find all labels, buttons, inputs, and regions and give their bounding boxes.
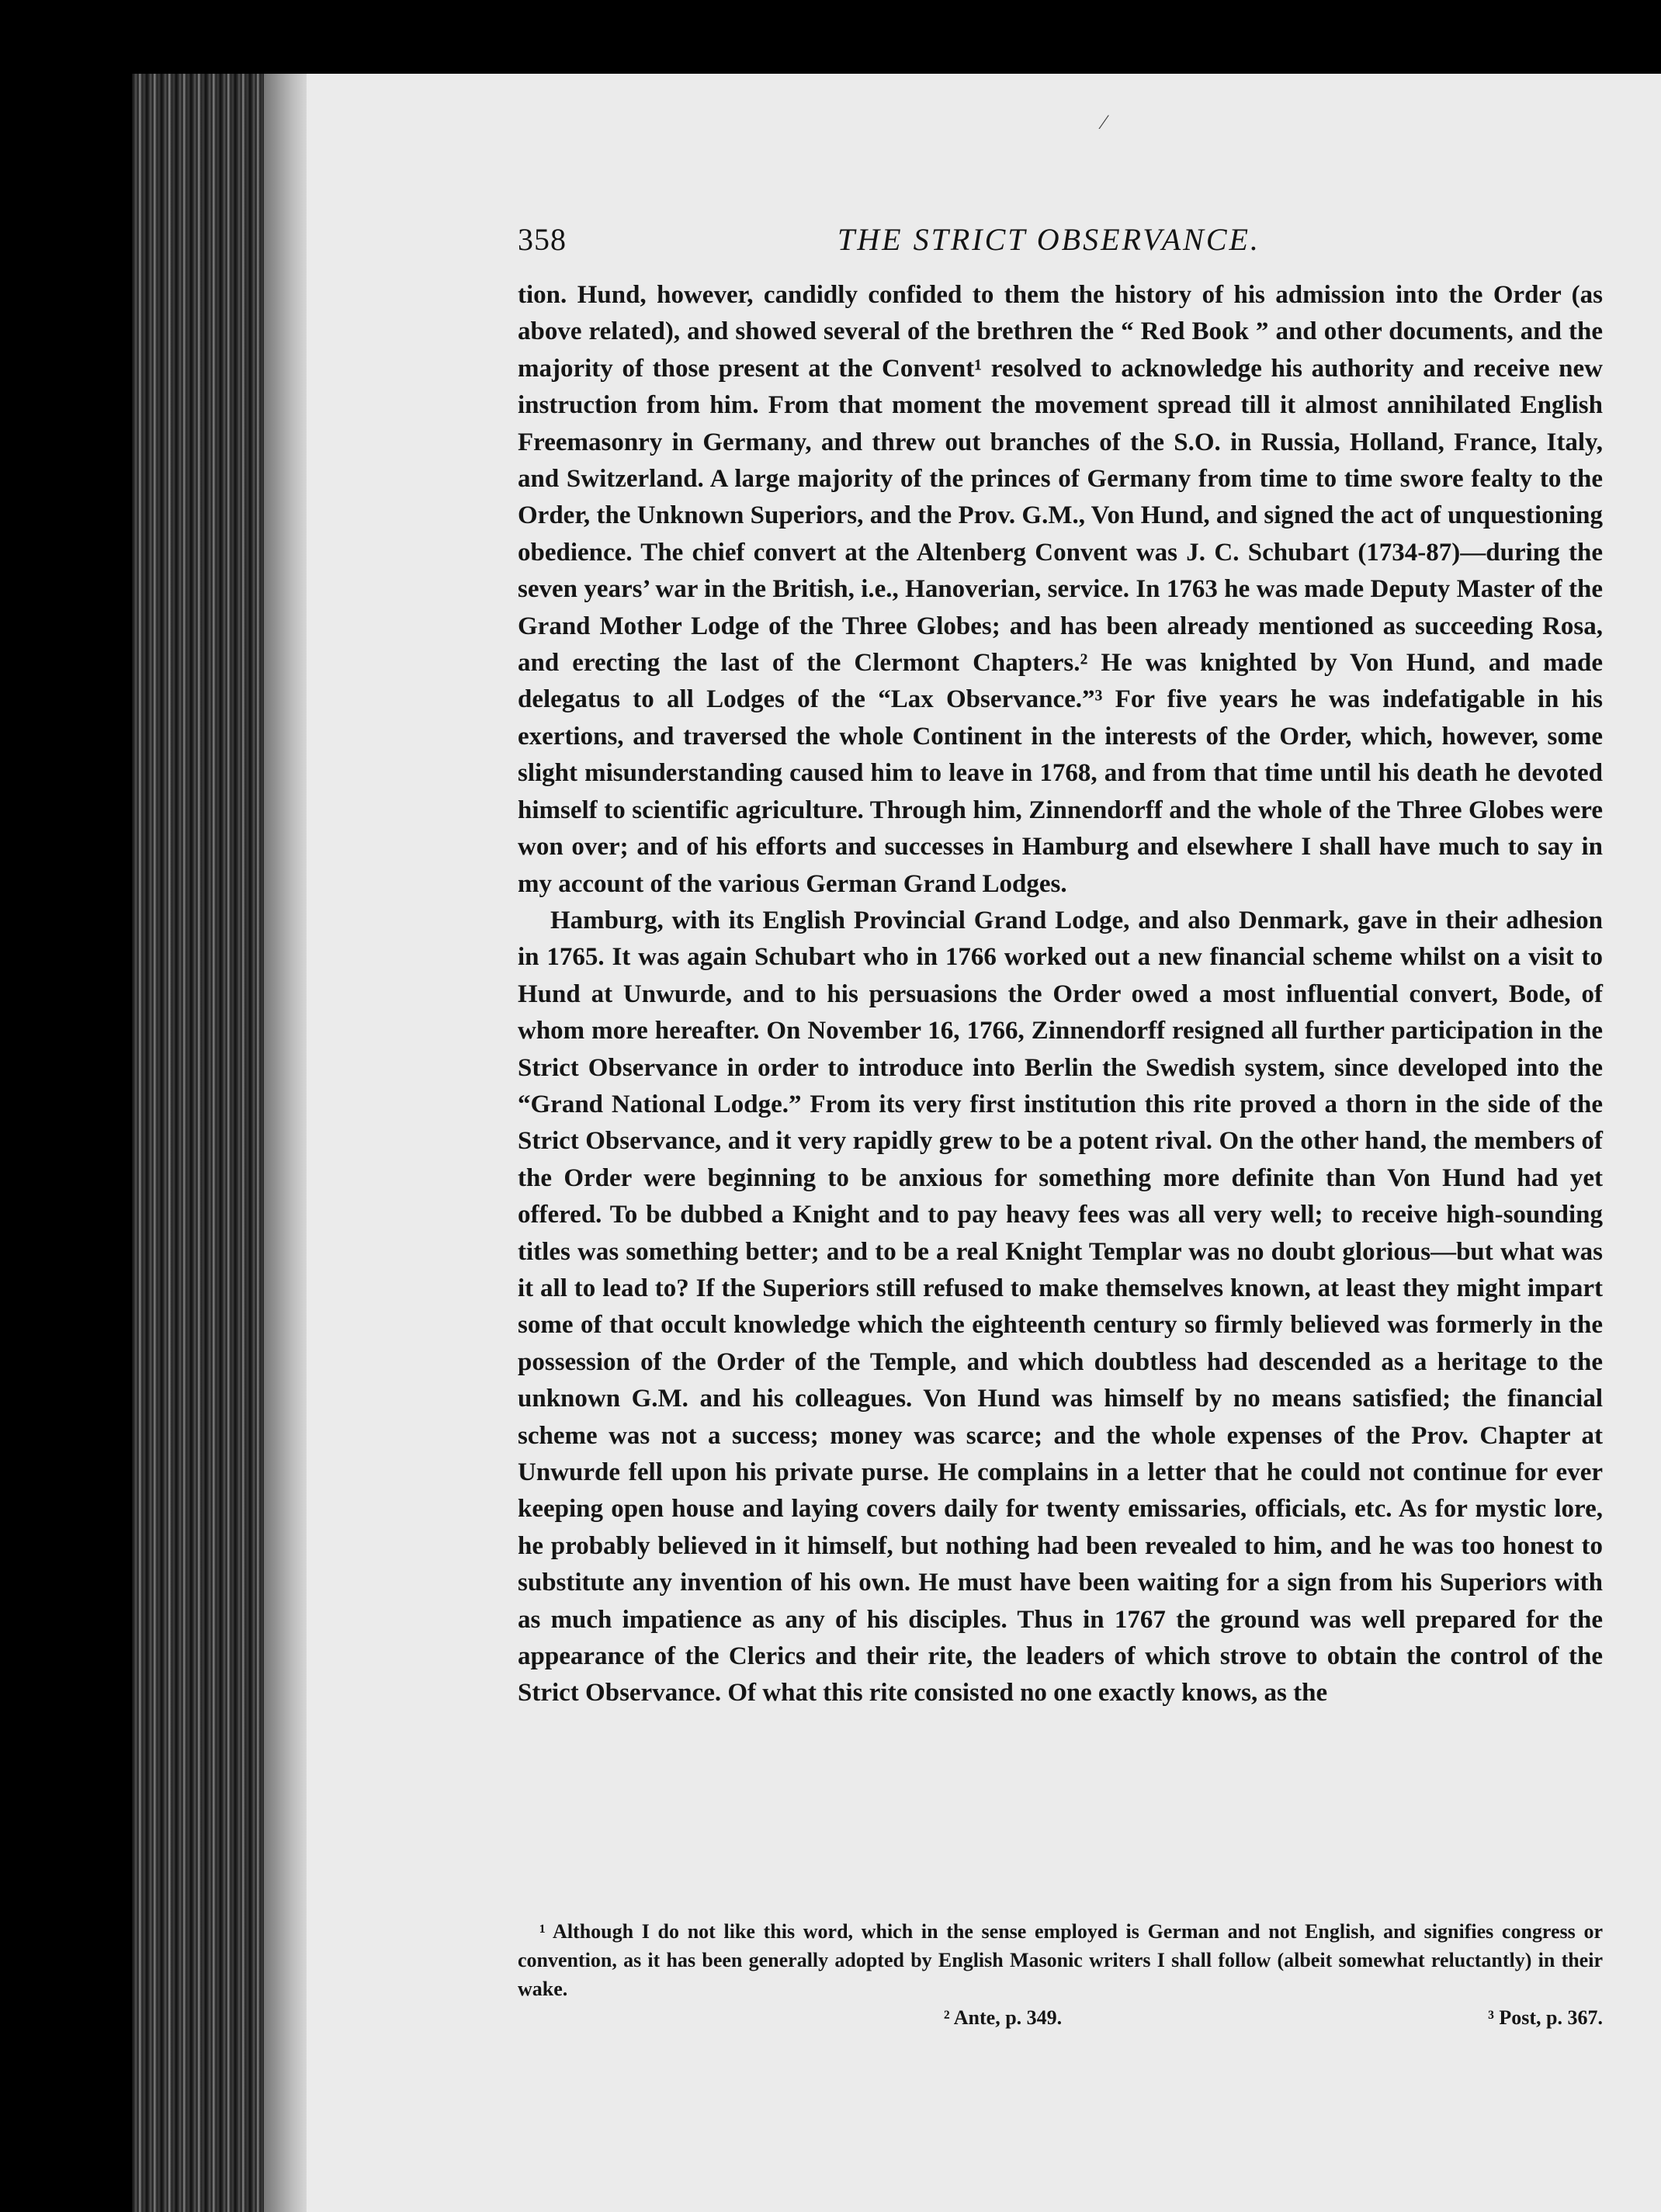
footnote-1: ¹ Although I do not like this word, which in the sense employed is German and not English, and signifies congress or convention, as it has been generally adopted by English Masonic writers I shall follow (albeit somewhat reluctantly) in their wake.: [518, 1920, 1603, 2000]
footnotes: [518, 1917, 1603, 2032]
running-head: [518, 221, 1589, 268]
footnote-3: ³ Post, p. 367.: [1488, 2006, 1603, 2029]
paragraph-1: tion. Hund, however, candidly confided to them the history of his admission into the Order (as above related), and showed several of the brethren the “ Red Book ” and other documents, and the majority of those present at the Convent¹ resolved to acknowledge his authority and receive new instruction from him. From that moment the movement spread till it almost annihilated English Freemasonry in Germany, and threw out branches of the S.O. in Russia, Holland, France, Italy, and Switzerland. A large majority of the princes of Germany from time to time swore fealty to the Order, the Unknown Superiors, and the Prov. G.M., Von Hund, and signed the act of unquestioning obedience. The chief convert at the Altenberg Convent was J. C. Schubart (1734-87)—during the seven years’ war in the British, i.e., Hanoverian, service. In 1763 he was made Deputy Master of the Grand Mother Lodge of the Three Globes; and has been already mentioned as succeeding Rosa, and erecting the last of the Clermont Chapters.² He was knighted by Von Hund, and made delegatus to all Lodges of the “Lax Observance.”³ For five years he was indefatigable in his exertions, and traversed the whole Continent in the interests of the Order, which, however, some slight misunderstanding caused him to leave in 1768, and from that time until his death he devoted himself to scientific agriculture. Through him, Zinnendorff and the whole of the Three Globes were won over; and of his efforts and successes in Hamburg and elsewhere I shall have much to say in my account of the various German Grand Lodges.: [518, 281, 1603, 898]
paragraph-2: Hamburg, with its English Provincial Grand Lodge, and also Denmark, gave in their adhesion in 1765. It was again Schubart who in 1766 worked out a new financial scheme whilst on a visit to Hund at Unwurde, and to his persuasions the Order owed a most influential convert, Bode, of whom more hereafter. On November 16, 1766, Zinnendorff resigned all further participation in the Strict Observance in order to introduce into Berlin the Swedish system, since developed into the “Grand National Lodge.” From its very first institution this rite proved a thorn in the side of the Strict Observance, and it very rapidly grew to be a potent rival. On the other hand, the members of the Order were beginning to be anxious for something more definite than Von Hund had yet offered. To be dubbed a Knight and to pay heavy fees was all very well; to receive high-sounding titles was something better; and to be a real Knight Templar was no doubt glorious—but what was it all to lead to? If the Superiors still refused to make themselves known, at least they might impart some of that occult knowledge which the eighteenth century so firmly believed was formerly in the possession of the Order of the Temple, and which doubtless had descended as a heritage to the unknown G.M. and his colleagues. Von Hund was himself by no means satisfied; the financial scheme was not a success; money was scarce; and the whole expenses of the Prov. Chapter at Unwurde fell upon his private purse. He complains in a letter that he could not continue for ever keeping open house and laying covers daily for twenty emissaries, officials, etc. As for mystic lore, he probably believed in it himself, but nothing had been revealed to him, and he was too honest to substitute any invention of his own. He must have been waiting for a sign from his Superiors with as much impatience as any of his disciples. Thus in 1767 the ground was well prepared for the appearance of the Clerics and their rite, the leaders of which strove to obtain the control of the Strict Observance. Of what this rite consisted no one exactly knows, as the: [518, 906, 1603, 1708]
running-title: THE STRICT OBSERVANCE.: [837, 222, 1260, 257]
body-text: [518, 277, 1603, 1712]
pen-mark: ⁄: [1102, 111, 1106, 133]
footnote-2: ² Ante, p. 349.: [943, 2006, 1063, 2029]
page-number: 358: [518, 222, 567, 257]
footnote-refs: [518, 2003, 1603, 2032]
book-page: [307, 74, 1661, 2212]
book-edge: [132, 74, 310, 2212]
